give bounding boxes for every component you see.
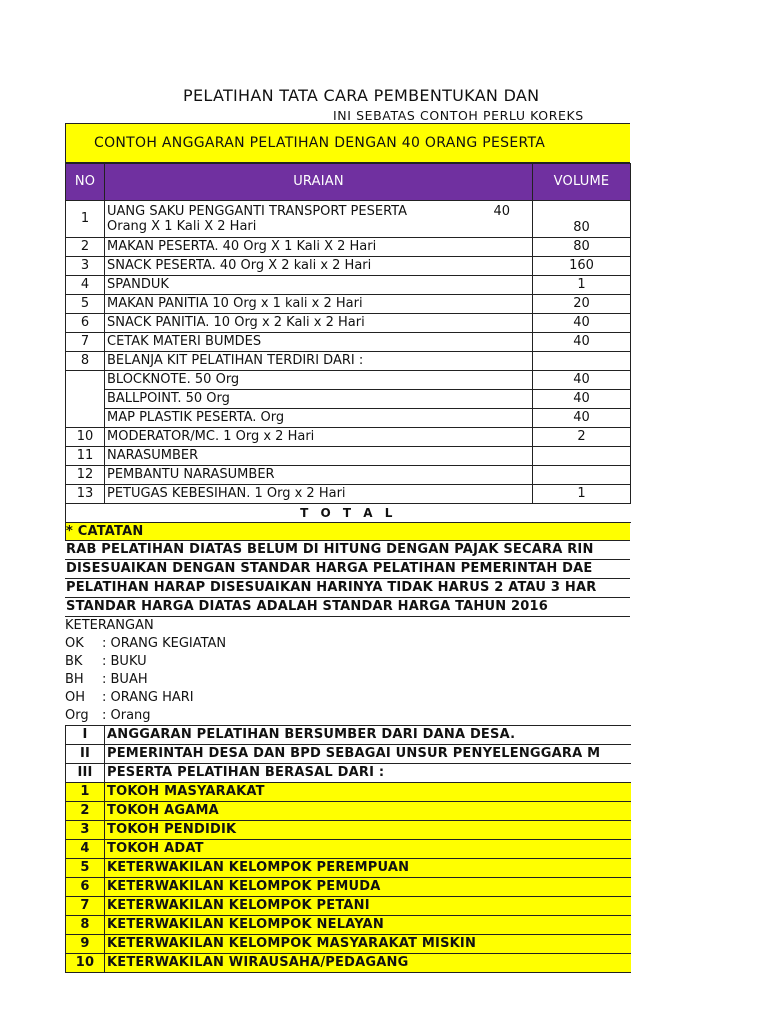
point-text: ANGGARAN PELATIHAN BERSUMBER DARI DANA DESA. <box>105 726 631 745</box>
table-row <box>66 201 631 238</box>
row-no: 10 <box>66 428 105 447</box>
peserta-no: 4 <box>66 840 105 859</box>
row-uraian: SNACK PANITIA. 10 Org x 2 Kali x 2 Hari <box>105 314 533 333</box>
row-no: 3 <box>66 257 105 276</box>
peserta-text: KETERWAKILAN KELOMPOK PETANI <box>105 897 631 916</box>
peserta-no: 9 <box>66 935 105 954</box>
row-uraian: MAP PLASTIK PESERTA. Org <box>105 409 533 428</box>
keterangan-desc: : ORANG HARI <box>102 690 194 705</box>
row-uraian: SNACK PESERTA. 40 Org X 2 kali x 2 Hari <box>105 257 533 276</box>
table-row <box>66 428 631 447</box>
budget-sheet <box>65 123 630 973</box>
peserta-no: 2 <box>66 802 105 821</box>
row-volume: 160 <box>533 257 631 276</box>
peserta-row <box>66 878 631 897</box>
row-no: 5 <box>66 295 105 314</box>
peserta-row <box>66 783 631 802</box>
table-row <box>66 276 631 295</box>
keterangan-abbr: BK <box>65 654 83 669</box>
table-row <box>66 238 631 257</box>
peserta-text: KETERWAKILAN KELOMPOK PEREMPUAN <box>105 859 631 878</box>
keterangan-item <box>65 707 630 725</box>
row-uraian-detail: Orang X 1 Kali X 2 Hari <box>107 219 257 234</box>
row-uraian: BELANJA KIT PELATIHAN TERDIRI DARI : <box>105 352 533 371</box>
peserta-no: 10 <box>66 954 105 973</box>
peserta-no: 1 <box>66 783 105 802</box>
row-uraian: BALLPOINT. 50 Org <box>105 390 533 409</box>
peserta-text: TOKOH ADAT <box>105 840 631 859</box>
row-no: 8 <box>66 352 105 371</box>
table-row <box>66 352 631 371</box>
row-uraian: MODERATOR/MC. 1 Org x 2 Hari <box>105 428 533 447</box>
peserta-no: 6 <box>66 878 105 897</box>
table-header-row <box>66 164 631 201</box>
row-volume: 40 <box>533 409 631 428</box>
row-uraian: MAKAN PANITIA 10 Org x 1 kali x 2 Hari <box>105 295 533 314</box>
point-text: PEMERINTAH DESA DAN BPD SEBAGAI UNSUR PENYELENGGARA M <box>105 745 631 764</box>
row-volume: 2 <box>533 428 631 447</box>
peserta-row <box>66 821 631 840</box>
row-uraian-main: UANG SAKU PENGGANTI TRANSPORT PESERTA <box>107 204 407 219</box>
row-volume: 80 <box>533 238 631 257</box>
peserta-text: KETERWAKILAN WIRAUSAHA/PEDAGANG <box>105 954 631 973</box>
peserta-text: TOKOH MASYARAKAT <box>105 783 631 802</box>
budget-banner: CONTOH ANGGARAN PELATIHAN DENGAN 40 ORANG PESERTA <box>65 123 630 163</box>
row-uraian: PETUGAS KEBESIHAN. 1 Org x 2 Hari <box>105 485 533 504</box>
row-no: 11 <box>66 447 105 466</box>
row-uraian: NARASUMBER <box>105 447 533 466</box>
peserta-row <box>66 802 631 821</box>
table-row <box>66 409 631 428</box>
point-row <box>66 726 631 745</box>
row-volume: 40 <box>533 333 631 352</box>
peserta-row <box>66 916 631 935</box>
keterangan-abbr: OH <box>65 690 86 705</box>
row-no: 4 <box>66 276 105 295</box>
point-no: II <box>66 745 105 764</box>
table-row <box>66 333 631 352</box>
row-uraian: PEMBANTU NARASUMBER <box>105 466 533 485</box>
keterangan-item <box>65 653 630 671</box>
table-row <box>66 390 631 409</box>
peserta-no: 3 <box>66 821 105 840</box>
table-row <box>66 466 631 485</box>
budget-table <box>65 163 631 523</box>
table-row <box>66 371 631 390</box>
row-uraian <box>105 201 533 238</box>
catatan-line: PELATIHAN HARAP DISESUAIKAN HARINYA TIDAK HARUS 2 ATAU 3 HAR <box>65 579 630 598</box>
row-no: 12 <box>66 466 105 485</box>
peserta-text: KETERWAKILAN KELOMPOK PEMUDA <box>105 878 631 897</box>
keterangan-abbr: Org <box>65 708 89 723</box>
row-no: 6 <box>66 314 105 333</box>
keterangan-desc: : ORANG KEGIATAN <box>102 636 227 651</box>
peserta-table <box>65 725 631 973</box>
row-volume: 40 <box>533 390 631 409</box>
document-subtitle: INI SEBATAS CONTOH PERLU KOREKS <box>333 108 584 123</box>
row-no: 13 <box>66 485 105 504</box>
document-title: PELATIHAN TATA CARA PEMBENTUKAN DAN <box>183 86 540 105</box>
total-label: T O T A L <box>66 504 631 523</box>
row-volume: 20 <box>533 295 631 314</box>
keterangan-abbr: BH <box>65 672 84 687</box>
peserta-row <box>66 935 631 954</box>
keterangan-item <box>65 671 630 689</box>
peserta-text: KETERWAKILAN KELOMPOK NELAYAN <box>105 916 631 935</box>
row-uraian-count: 40 <box>493 204 510 219</box>
row-volume: 40 <box>533 314 631 333</box>
peserta-row <box>66 897 631 916</box>
keterangan-section <box>65 617 630 725</box>
table-row <box>66 295 631 314</box>
row-uraian: SPANDUK <box>105 276 533 295</box>
header-uraian: URAIAN <box>105 164 533 201</box>
peserta-row <box>66 859 631 878</box>
keterangan-desc: : Orang <box>102 708 151 723</box>
catatan-line: STANDAR HARGA DIATAS ADALAH STANDAR HARGA TAHUN 2016 <box>65 598 630 617</box>
row-volume <box>533 466 631 485</box>
peserta-row <box>66 840 631 859</box>
header-no: NO <box>66 164 105 201</box>
row-no: 2 <box>66 238 105 257</box>
table-row <box>66 447 631 466</box>
keterangan-abbr: OK <box>65 636 84 651</box>
peserta-no: 5 <box>66 859 105 878</box>
peserta-row <box>66 954 631 973</box>
total-row <box>66 504 631 523</box>
row-volume: 1 <box>533 485 631 504</box>
catatan-heading: * CATATAN <box>65 523 630 541</box>
keterangan-heading: KETERANGAN <box>65 618 154 633</box>
header-volume: VOLUME <box>533 164 631 201</box>
peserta-text: KETERWAKILAN KELOMPOK MASYARAKAT MISKIN <box>105 935 631 954</box>
keterangan-item <box>65 689 630 707</box>
row-no <box>66 371 105 428</box>
row-uraian: CETAK MATERI BUMDES <box>105 333 533 352</box>
peserta-no: 8 <box>66 916 105 935</box>
catatan-section <box>65 523 630 617</box>
row-no: 7 <box>66 333 105 352</box>
point-row <box>66 764 631 783</box>
table-row <box>66 485 631 504</box>
row-uraian: MAKAN PESERTA. 40 Org X 1 Kali X 2 Hari <box>105 238 533 257</box>
catatan-line: DISESUAIKAN DENGAN STANDAR HARGA PELATIHAN PEMERINTAH DAE <box>65 560 630 579</box>
peserta-no: 7 <box>66 897 105 916</box>
point-no: I <box>66 726 105 745</box>
row-uraian: BLOCKNOTE. 50 Org <box>105 371 533 390</box>
keterangan-desc: : BUAH <box>102 672 148 687</box>
point-row <box>66 745 631 764</box>
point-text: PESERTA PELATIHAN BERASAL DARI : <box>105 764 631 783</box>
keterangan-item <box>65 635 630 653</box>
keterangan-desc: : BUKU <box>102 654 147 669</box>
table-row <box>66 257 631 276</box>
peserta-text: TOKOH AGAMA <box>105 802 631 821</box>
catatan-line: RAB PELATIHAN DIATAS BELUM DI HITUNG DENGAN PAJAK SECARA RIN <box>65 541 630 560</box>
row-no: 1 <box>66 201 105 238</box>
row-volume <box>533 352 631 371</box>
row-volume: 1 <box>533 276 631 295</box>
peserta-text: TOKOH PENDIDIK <box>105 821 631 840</box>
row-volume: 80 <box>533 201 631 238</box>
row-volume <box>533 447 631 466</box>
row-volume: 40 <box>533 371 631 390</box>
table-row <box>66 314 631 333</box>
point-no: III <box>66 764 105 783</box>
